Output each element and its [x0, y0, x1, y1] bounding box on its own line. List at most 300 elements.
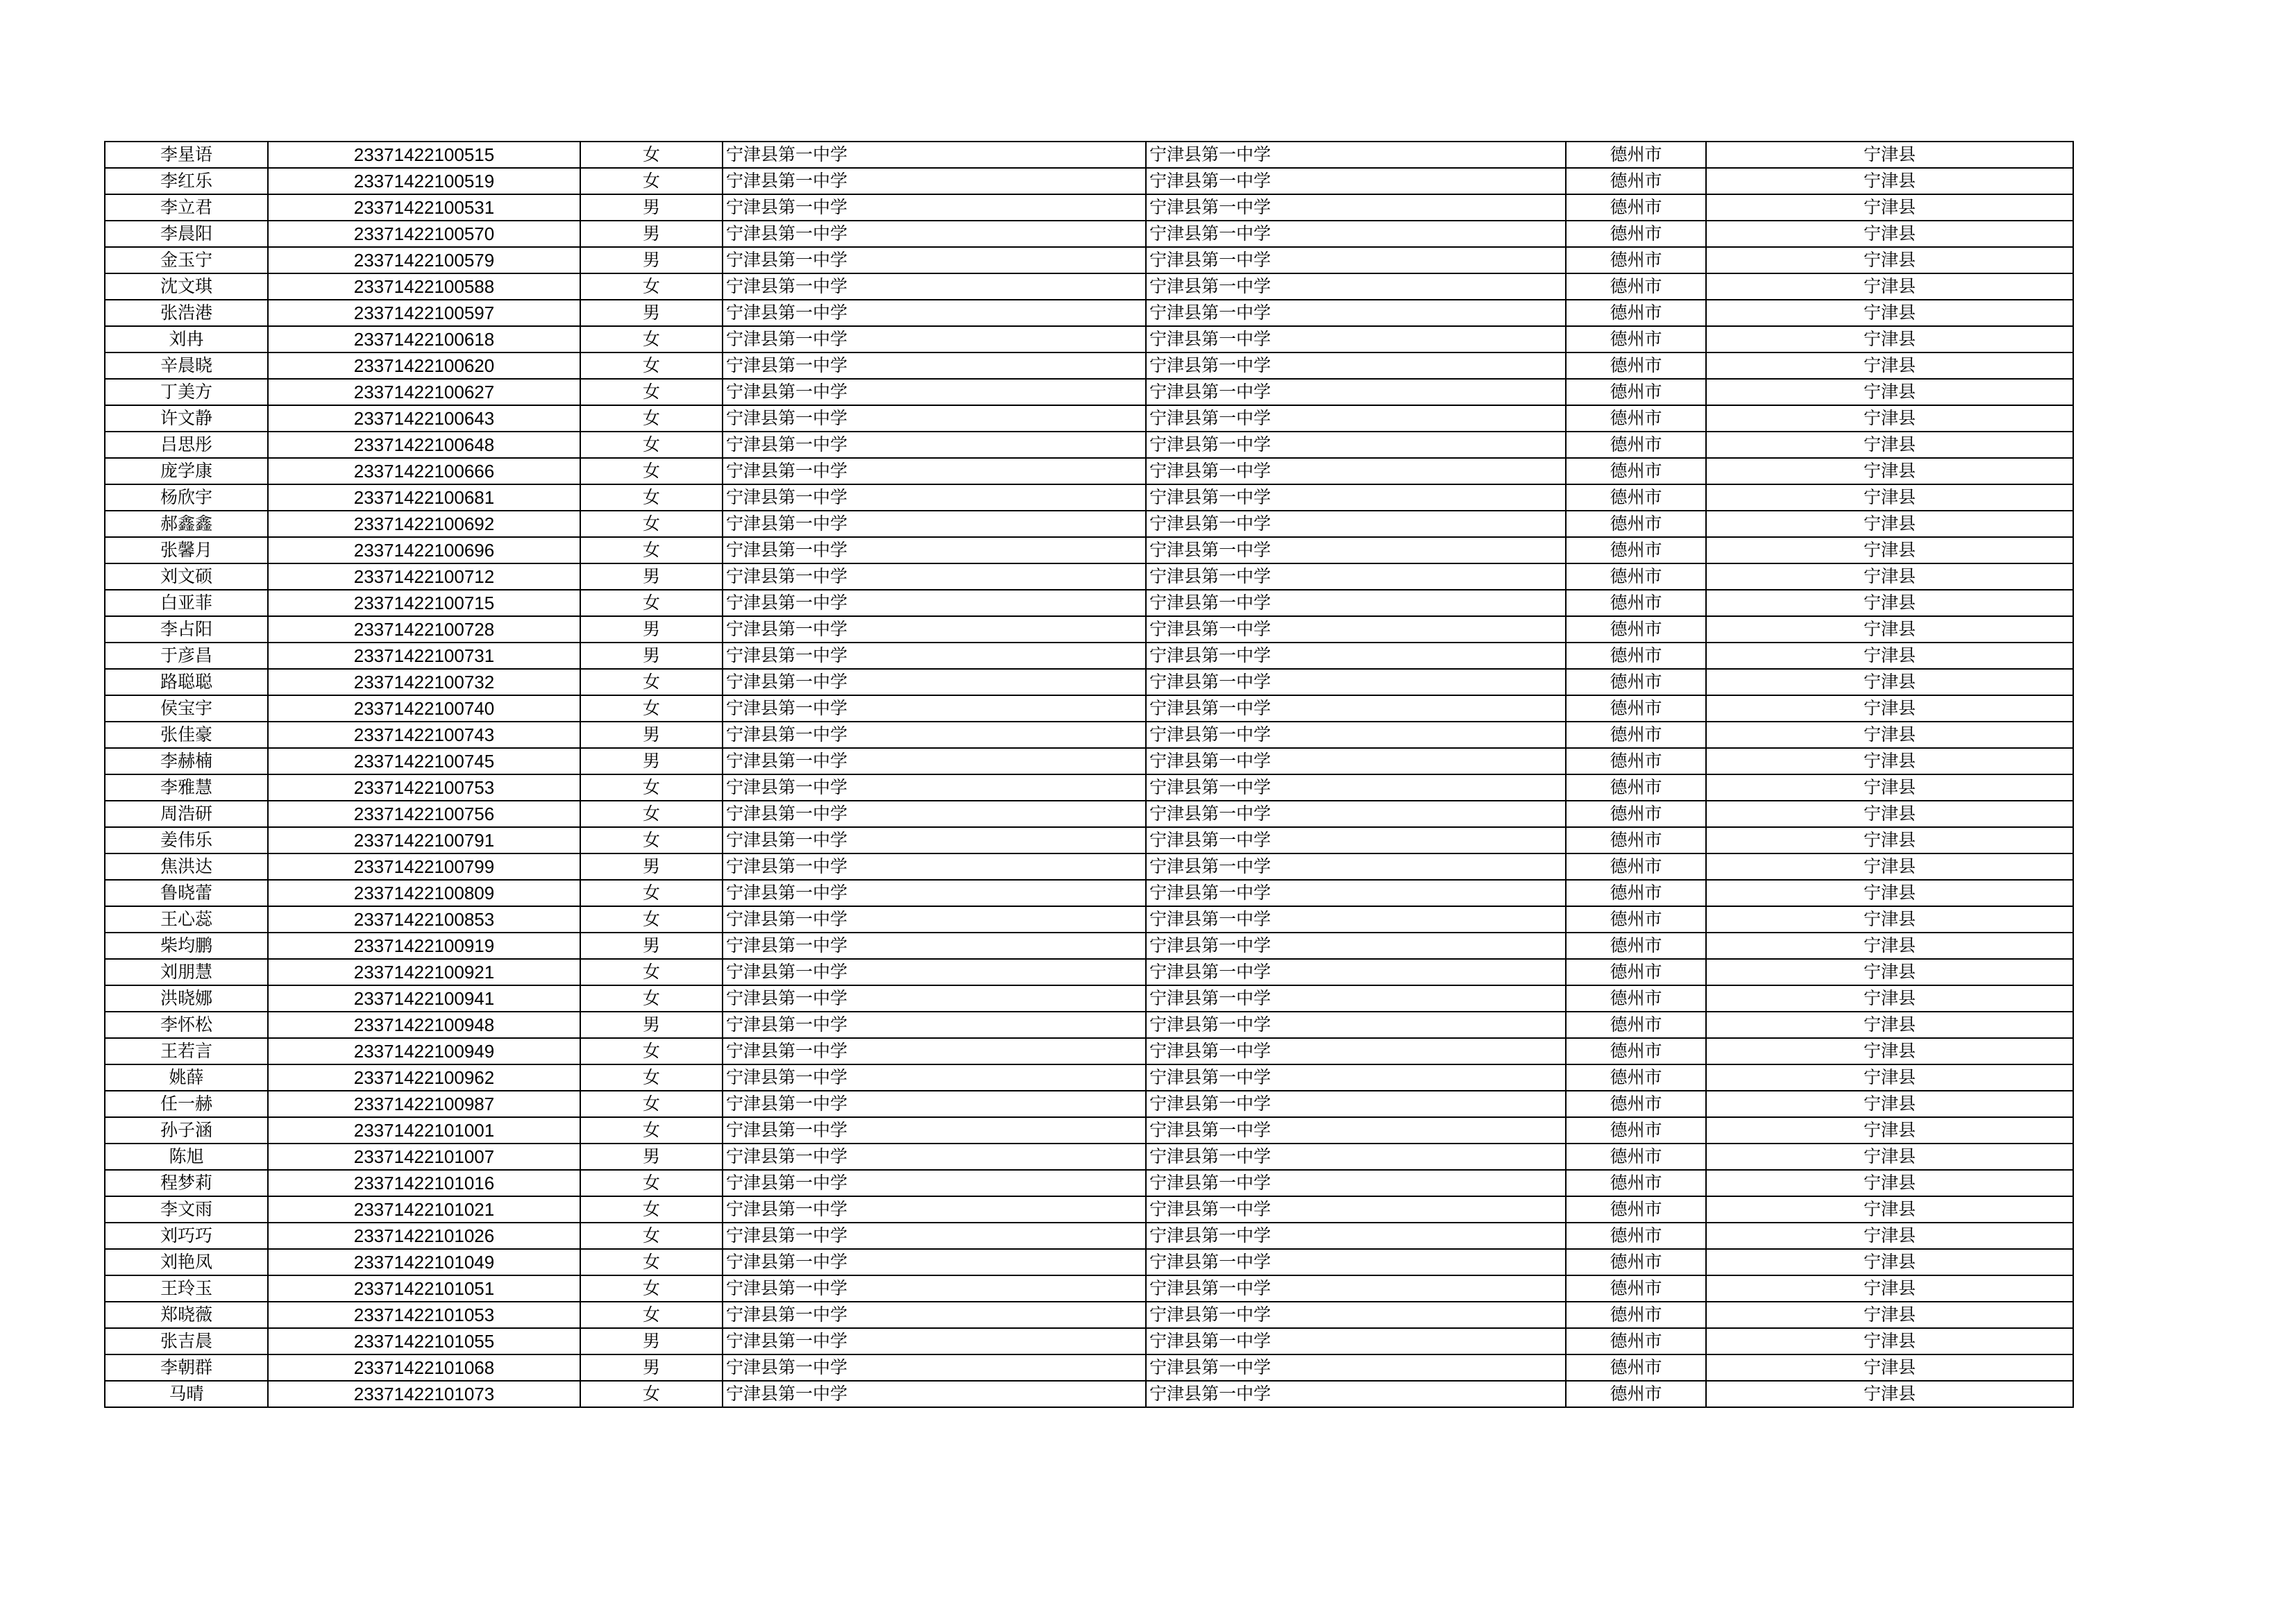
school-cell: 宁津县第一中学: [723, 1302, 1146, 1328]
school-cell: 宁津县第一中学: [723, 722, 1146, 748]
county-cell: 宁津县: [1706, 1091, 2073, 1117]
exam-number-cell: 23371422100791: [268, 827, 580, 853]
gender-cell: 女: [580, 1196, 723, 1223]
table-row: [105, 1223, 2073, 1249]
student-name-cell: 姜伟乐: [105, 827, 268, 853]
registered-school-cell: 宁津县第一中学: [1146, 985, 1566, 1012]
city-cell: 德州市: [1566, 590, 1706, 616]
exam-number-cell: 23371422100809: [268, 880, 580, 906]
exam-number-cell: 23371422101007: [268, 1144, 580, 1170]
county-cell: 宁津县: [1706, 405, 2073, 432]
table-row: [105, 669, 2073, 695]
city-cell: 德州市: [1566, 722, 1706, 748]
registered-school-cell: 宁津县第一中学: [1146, 1012, 1566, 1038]
registered-school-cell: 宁津县第一中学: [1146, 1038, 1566, 1064]
school-cell: 宁津县第一中学: [723, 801, 1146, 827]
school-cell: 宁津县第一中学: [723, 221, 1146, 247]
county-cell: 宁津县: [1706, 563, 2073, 590]
exam-number-cell: 23371422100570: [268, 221, 580, 247]
registered-school-cell: 宁津县第一中学: [1146, 959, 1566, 985]
registered-school-cell: 宁津县第一中学: [1146, 1170, 1566, 1196]
registered-school-cell: 宁津县第一中学: [1146, 432, 1566, 458]
exam-number-cell: 23371422101055: [268, 1328, 580, 1354]
exam-number-cell: 23371422100948: [268, 1012, 580, 1038]
registered-school-cell: 宁津县第一中学: [1146, 1064, 1566, 1091]
city-cell: 德州市: [1566, 801, 1706, 827]
student-name-cell: 马晴: [105, 1381, 268, 1407]
city-cell: 德州市: [1566, 168, 1706, 194]
student-name-cell: 丁美方: [105, 379, 268, 405]
exam-number-cell: 23371422101053: [268, 1302, 580, 1328]
city-cell: 德州市: [1566, 906, 1706, 933]
gender-cell: 女: [580, 1038, 723, 1064]
county-cell: 宁津县: [1706, 748, 2073, 774]
exam-number-cell: 23371422100627: [268, 379, 580, 405]
exam-number-cell: 23371422100588: [268, 273, 580, 300]
gender-cell: 女: [580, 537, 723, 563]
table-row: [105, 616, 2073, 643]
county-cell: 宁津县: [1706, 906, 2073, 933]
exam-number-cell: 23371422100643: [268, 405, 580, 432]
table-row: [105, 590, 2073, 616]
registered-school-cell: 宁津县第一中学: [1146, 880, 1566, 906]
table-row: [105, 1170, 2073, 1196]
gender-cell: 女: [580, 1223, 723, 1249]
registered-school-cell: 宁津县第一中学: [1146, 168, 1566, 194]
school-cell: 宁津县第一中学: [723, 1354, 1146, 1381]
registered-school-cell: 宁津县第一中学: [1146, 590, 1566, 616]
registered-school-cell: 宁津县第一中学: [1146, 1196, 1566, 1223]
table-row: [105, 273, 2073, 300]
school-cell: 宁津县第一中学: [723, 695, 1146, 722]
city-cell: 德州市: [1566, 1144, 1706, 1170]
exam-number-cell: 23371422100919: [268, 933, 580, 959]
gender-cell: 女: [580, 405, 723, 432]
exam-number-cell: 23371422100941: [268, 985, 580, 1012]
exam-number-cell: 23371422100743: [268, 722, 580, 748]
gender-cell: 女: [580, 827, 723, 853]
registered-school-cell: 宁津县第一中学: [1146, 933, 1566, 959]
city-cell: 德州市: [1566, 1249, 1706, 1275]
school-cell: 宁津县第一中学: [723, 247, 1146, 273]
school-cell: 宁津县第一中学: [723, 643, 1146, 669]
city-cell: 德州市: [1566, 1012, 1706, 1038]
registered-school-cell: 宁津县第一中学: [1146, 247, 1566, 273]
county-cell: 宁津县: [1706, 1144, 2073, 1170]
table-row: [105, 1328, 2073, 1354]
gender-cell: 女: [580, 1091, 723, 1117]
student-name-cell: 焦洪达: [105, 853, 268, 880]
registered-school-cell: 宁津县第一中学: [1146, 643, 1566, 669]
registered-school-cell: 宁津县第一中学: [1146, 1249, 1566, 1275]
gender-cell: 女: [580, 959, 723, 985]
county-cell: 宁津县: [1706, 326, 2073, 352]
student-name-cell: 沈文琪: [105, 273, 268, 300]
gender-cell: 女: [580, 379, 723, 405]
gender-cell: 女: [580, 1275, 723, 1302]
student-name-cell: 李立君: [105, 194, 268, 221]
table-row: [105, 1038, 2073, 1064]
exam-number-cell: 23371422101073: [268, 1381, 580, 1407]
county-cell: 宁津县: [1706, 247, 2073, 273]
exam-number-cell: 23371422101026: [268, 1223, 580, 1249]
exam-number-cell: 23371422100519: [268, 168, 580, 194]
student-name-cell: 李红乐: [105, 168, 268, 194]
county-cell: 宁津县: [1706, 1381, 2073, 1407]
exam-number-cell: 23371422100579: [268, 247, 580, 273]
county-cell: 宁津县: [1706, 1354, 2073, 1381]
student-name-cell: 孙子涵: [105, 1117, 268, 1144]
registered-school-cell: 宁津县第一中学: [1146, 326, 1566, 352]
exam-number-cell: 23371422100531: [268, 194, 580, 221]
city-cell: 德州市: [1566, 537, 1706, 563]
registered-school-cell: 宁津县第一中学: [1146, 300, 1566, 326]
school-cell: 宁津县第一中学: [723, 590, 1146, 616]
school-cell: 宁津县第一中学: [723, 458, 1146, 484]
student-name-cell: 白亚菲: [105, 590, 268, 616]
student-name-cell: 刘朋慧: [105, 959, 268, 985]
county-cell: 宁津县: [1706, 1064, 2073, 1091]
gender-cell: 男: [580, 1328, 723, 1354]
city-cell: 德州市: [1566, 247, 1706, 273]
exam-number-cell: 23371422100745: [268, 748, 580, 774]
student-name-cell: 辛晨晓: [105, 352, 268, 379]
table-row: [105, 563, 2073, 590]
school-cell: 宁津县第一中学: [723, 933, 1146, 959]
student-name-cell: 程梦莉: [105, 1170, 268, 1196]
exam-number-cell: 23371422101068: [268, 1354, 580, 1381]
registered-school-cell: 宁津县第一中学: [1146, 194, 1566, 221]
registered-school-cell: 宁津县第一中学: [1146, 1144, 1566, 1170]
city-cell: 德州市: [1566, 142, 1706, 168]
gender-cell: 女: [580, 1302, 723, 1328]
city-cell: 德州市: [1566, 669, 1706, 695]
registered-school-cell: 宁津县第一中学: [1146, 1328, 1566, 1354]
gender-cell: 女: [580, 801, 723, 827]
registered-school-cell: 宁津县第一中学: [1146, 695, 1566, 722]
registered-school-cell: 宁津县第一中学: [1146, 1381, 1566, 1407]
student-name-cell: 陈旭: [105, 1144, 268, 1170]
student-name-cell: 刘文硕: [105, 563, 268, 590]
student-name-cell: 许文静: [105, 405, 268, 432]
school-cell: 宁津县第一中学: [723, 168, 1146, 194]
county-cell: 宁津县: [1706, 985, 2073, 1012]
table-row: [105, 1064, 2073, 1091]
student-name-cell: 刘冉: [105, 326, 268, 352]
county-cell: 宁津县: [1706, 352, 2073, 379]
student-name-cell: 王若言: [105, 1038, 268, 1064]
exam-number-cell: 23371422100756: [268, 801, 580, 827]
city-cell: 德州市: [1566, 880, 1706, 906]
county-cell: 宁津县: [1706, 142, 2073, 168]
city-cell: 德州市: [1566, 1064, 1706, 1091]
student-name-cell: 吕思彤: [105, 432, 268, 458]
school-cell: 宁津县第一中学: [723, 1038, 1146, 1064]
school-cell: 宁津县第一中学: [723, 880, 1146, 906]
registered-school-cell: 宁津县第一中学: [1146, 827, 1566, 853]
city-cell: 德州市: [1566, 379, 1706, 405]
table-row: [105, 985, 2073, 1012]
student-name-cell: 李怀松: [105, 1012, 268, 1038]
school-cell: 宁津县第一中学: [723, 194, 1146, 221]
gender-cell: 女: [580, 1064, 723, 1091]
table-row: [105, 1249, 2073, 1275]
school-cell: 宁津县第一中学: [723, 273, 1146, 300]
city-cell: 德州市: [1566, 221, 1706, 247]
gender-cell: 女: [580, 906, 723, 933]
student-name-cell: 刘巧巧: [105, 1223, 268, 1249]
school-cell: 宁津县第一中学: [723, 326, 1146, 352]
registered-school-cell: 宁津县第一中学: [1146, 853, 1566, 880]
county-cell: 宁津县: [1706, 300, 2073, 326]
school-cell: 宁津县第一中学: [723, 1381, 1146, 1407]
county-cell: 宁津县: [1706, 1012, 2073, 1038]
exam-number-cell: 23371422100853: [268, 906, 580, 933]
student-name-cell: 刘艳凤: [105, 1249, 268, 1275]
county-cell: 宁津县: [1706, 1249, 2073, 1275]
registered-school-cell: 宁津县第一中学: [1146, 774, 1566, 801]
table-row: [105, 801, 2073, 827]
exam-number-cell: 23371422100666: [268, 458, 580, 484]
city-cell: 德州市: [1566, 1091, 1706, 1117]
table-row: [105, 748, 2073, 774]
student-name-cell: 张馨月: [105, 537, 268, 563]
school-cell: 宁津县第一中学: [723, 405, 1146, 432]
school-cell: 宁津县第一中学: [723, 669, 1146, 695]
gender-cell: 男: [580, 194, 723, 221]
school-cell: 宁津县第一中学: [723, 985, 1146, 1012]
school-cell: 宁津县第一中学: [723, 1328, 1146, 1354]
city-cell: 德州市: [1566, 300, 1706, 326]
city-cell: 德州市: [1566, 933, 1706, 959]
city-cell: 德州市: [1566, 273, 1706, 300]
table-row: [105, 1354, 2073, 1381]
school-cell: 宁津县第一中学: [723, 616, 1146, 643]
city-cell: 德州市: [1566, 1354, 1706, 1381]
student-name-cell: 李雅慧: [105, 774, 268, 801]
exam-number-cell: 23371422100696: [268, 537, 580, 563]
student-name-cell: 李文雨: [105, 1196, 268, 1223]
table-row: [105, 906, 2073, 933]
student-name-cell: 张浩港: [105, 300, 268, 326]
gender-cell: 女: [580, 880, 723, 906]
student-name-cell: 李晨阳: [105, 221, 268, 247]
gender-cell: 女: [580, 695, 723, 722]
city-cell: 德州市: [1566, 326, 1706, 352]
county-cell: 宁津县: [1706, 168, 2073, 194]
student-name-cell: 柴均鹏: [105, 933, 268, 959]
table-row: [105, 352, 2073, 379]
city-cell: 德州市: [1566, 405, 1706, 432]
registered-school-cell: 宁津县第一中学: [1146, 1117, 1566, 1144]
registered-school-cell: 宁津县第一中学: [1146, 1354, 1566, 1381]
registered-school-cell: 宁津县第一中学: [1146, 801, 1566, 827]
county-cell: 宁津县: [1706, 933, 2073, 959]
gender-cell: 男: [580, 1144, 723, 1170]
city-cell: 德州市: [1566, 827, 1706, 853]
school-cell: 宁津县第一中学: [723, 1275, 1146, 1302]
county-cell: 宁津县: [1706, 1328, 2073, 1354]
gender-cell: 男: [580, 616, 723, 643]
city-cell: 德州市: [1566, 432, 1706, 458]
city-cell: 德州市: [1566, 194, 1706, 221]
registered-school-cell: 宁津县第一中学: [1146, 722, 1566, 748]
registered-school-cell: 宁津县第一中学: [1146, 458, 1566, 484]
city-cell: 德州市: [1566, 748, 1706, 774]
gender-cell: 男: [580, 722, 723, 748]
gender-cell: 女: [580, 1170, 723, 1196]
table-row: [105, 1091, 2073, 1117]
registered-school-cell: 宁津县第一中学: [1146, 1275, 1566, 1302]
registered-school-cell: 宁津县第一中学: [1146, 273, 1566, 300]
gender-cell: 男: [580, 563, 723, 590]
exam-number-cell: 23371422100681: [268, 484, 580, 511]
city-cell: 德州市: [1566, 616, 1706, 643]
county-cell: 宁津县: [1706, 643, 2073, 669]
table-row: [105, 142, 2073, 168]
exam-number-cell: 23371422100618: [268, 326, 580, 352]
gender-cell: 女: [580, 168, 723, 194]
exam-number-cell: 23371422100799: [268, 853, 580, 880]
registered-school-cell: 宁津县第一中学: [1146, 563, 1566, 590]
registered-school-cell: 宁津县第一中学: [1146, 405, 1566, 432]
school-cell: 宁津县第一中学: [723, 537, 1146, 563]
table-row: [105, 643, 2073, 669]
table-row: [105, 432, 2073, 458]
gender-cell: 女: [580, 326, 723, 352]
exam-number-cell: 23371422100949: [268, 1038, 580, 1064]
county-cell: 宁津县: [1706, 1302, 2073, 1328]
exam-number-cell: 23371422100962: [268, 1064, 580, 1091]
county-cell: 宁津县: [1706, 616, 2073, 643]
exam-number-cell: 23371422100728: [268, 616, 580, 643]
county-cell: 宁津县: [1706, 722, 2073, 748]
county-cell: 宁津县: [1706, 194, 2073, 221]
gender-cell: 男: [580, 247, 723, 273]
registered-school-cell: 宁津县第一中学: [1146, 537, 1566, 563]
table-row: [105, 326, 2073, 352]
table-row: [105, 1117, 2073, 1144]
county-cell: 宁津县: [1706, 1117, 2073, 1144]
exam-number-cell: 23371422101016: [268, 1170, 580, 1196]
city-cell: 德州市: [1566, 695, 1706, 722]
table-row: [105, 827, 2073, 853]
student-name-cell: 金玉宁: [105, 247, 268, 273]
exam-number-cell: 23371422100648: [268, 432, 580, 458]
student-name-cell: 姚薛: [105, 1064, 268, 1091]
exam-number-cell: 23371422100515: [268, 142, 580, 168]
student-name-cell: 洪晓娜: [105, 985, 268, 1012]
city-cell: 德州市: [1566, 643, 1706, 669]
county-cell: 宁津县: [1706, 379, 2073, 405]
table-row: [105, 1275, 2073, 1302]
table-row: [105, 933, 2073, 959]
exam-number-cell: 23371422100921: [268, 959, 580, 985]
school-cell: 宁津县第一中学: [723, 1249, 1146, 1275]
table-row: [105, 853, 2073, 880]
school-cell: 宁津县第一中学: [723, 1170, 1146, 1196]
city-cell: 德州市: [1566, 853, 1706, 880]
gender-cell: 女: [580, 432, 723, 458]
city-cell: 德州市: [1566, 458, 1706, 484]
gender-cell: 男: [580, 1012, 723, 1038]
exam-number-cell: 23371422101051: [268, 1275, 580, 1302]
exam-number-cell: 23371422101049: [268, 1249, 580, 1275]
gender-cell: 女: [580, 511, 723, 537]
school-cell: 宁津县第一中学: [723, 1064, 1146, 1091]
school-cell: 宁津县第一中学: [723, 432, 1146, 458]
gender-cell: 男: [580, 933, 723, 959]
school-cell: 宁津县第一中学: [723, 748, 1146, 774]
school-cell: 宁津县第一中学: [723, 1144, 1146, 1170]
gender-cell: 女: [580, 484, 723, 511]
school-cell: 宁津县第一中学: [723, 300, 1146, 326]
gender-cell: 女: [580, 1117, 723, 1144]
table-row: [105, 695, 2073, 722]
gender-cell: 男: [580, 1354, 723, 1381]
school-cell: 宁津县第一中学: [723, 352, 1146, 379]
county-cell: 宁津县: [1706, 537, 2073, 563]
city-cell: 德州市: [1566, 1328, 1706, 1354]
table-row: [105, 168, 2073, 194]
school-cell: 宁津县第一中学: [723, 511, 1146, 537]
gender-cell: 女: [580, 774, 723, 801]
exam-number-cell: 23371422101021: [268, 1196, 580, 1223]
table-row: [105, 194, 2073, 221]
student-name-cell: 张吉晨: [105, 1328, 268, 1354]
school-cell: 宁津县第一中学: [723, 563, 1146, 590]
exam-number-cell: 23371422100740: [268, 695, 580, 722]
registered-school-cell: 宁津县第一中学: [1146, 669, 1566, 695]
gender-cell: 男: [580, 221, 723, 247]
table-row: [105, 1196, 2073, 1223]
student-name-cell: 杨欣宇: [105, 484, 268, 511]
exam-number-cell: 23371422100987: [268, 1091, 580, 1117]
city-cell: 德州市: [1566, 563, 1706, 590]
table-row: [105, 458, 2073, 484]
registered-school-cell: 宁津县第一中学: [1146, 1091, 1566, 1117]
table-row: [105, 959, 2073, 985]
school-cell: 宁津县第一中学: [723, 484, 1146, 511]
registered-school-cell: 宁津县第一中学: [1146, 379, 1566, 405]
table-row: [105, 1381, 2073, 1407]
county-cell: 宁津县: [1706, 959, 2073, 985]
school-cell: 宁津县第一中学: [723, 1117, 1146, 1144]
registered-school-cell: 宁津县第一中学: [1146, 484, 1566, 511]
city-cell: 德州市: [1566, 1275, 1706, 1302]
city-cell: 德州市: [1566, 1196, 1706, 1223]
student-name-cell: 侯宝宇: [105, 695, 268, 722]
county-cell: 宁津县: [1706, 853, 2073, 880]
student-name-cell: 于彦昌: [105, 643, 268, 669]
county-cell: 宁津县: [1706, 1196, 2073, 1223]
city-cell: 德州市: [1566, 1302, 1706, 1328]
county-cell: 宁津县: [1706, 827, 2073, 853]
student-name-cell: 鲁晓蕾: [105, 880, 268, 906]
gender-cell: 女: [580, 669, 723, 695]
school-cell: 宁津县第一中学: [723, 142, 1146, 168]
table-row: [105, 379, 2073, 405]
student-name-cell: 郝鑫鑫: [105, 511, 268, 537]
student-name-cell: 任一赫: [105, 1091, 268, 1117]
registered-school-cell: 宁津县第一中学: [1146, 1223, 1566, 1249]
exam-number-cell: 23371422100620: [268, 352, 580, 379]
student-name-cell: 周浩研: [105, 801, 268, 827]
registered-school-cell: 宁津县第一中学: [1146, 142, 1566, 168]
school-cell: 宁津县第一中学: [723, 379, 1146, 405]
city-cell: 德州市: [1566, 511, 1706, 537]
exam-number-cell: 23371422100753: [268, 774, 580, 801]
